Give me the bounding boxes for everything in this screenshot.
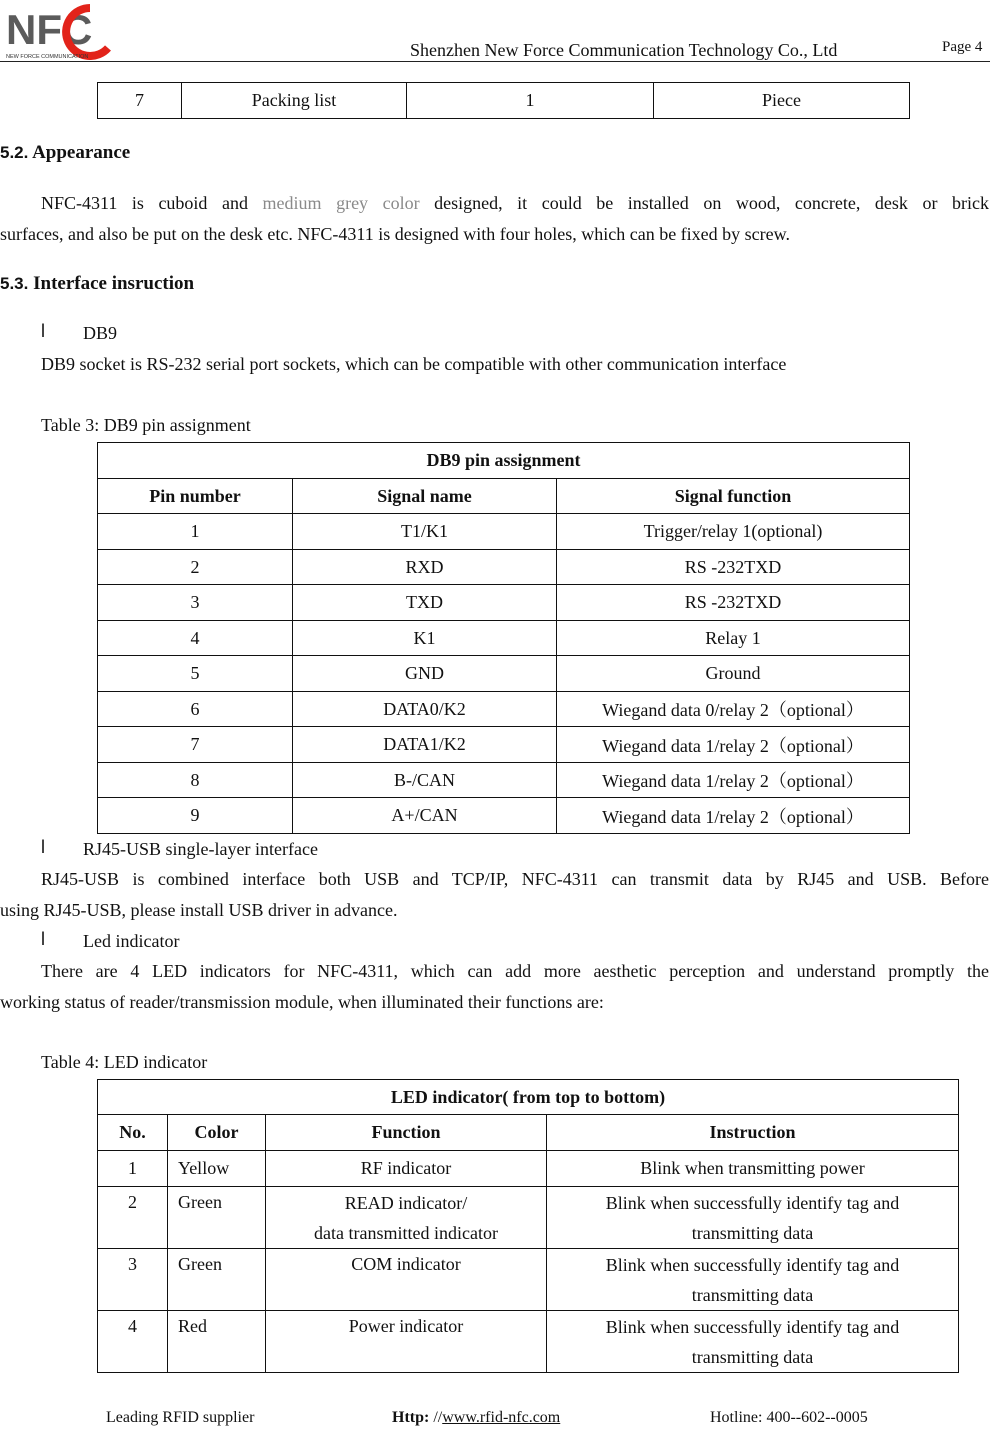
cell-signal: B-/CAN: [293, 763, 557, 798]
cell-signal: DATA1/K2: [293, 727, 557, 763]
table-title: LED indicator( from top to bottom): [98, 1080, 959, 1115]
cell-instruction: [547, 1311, 959, 1373]
cell-signal: T1/K1: [293, 514, 557, 550]
cell-pin: 3: [98, 585, 293, 621]
table-row: [98, 550, 910, 585]
logo-subtext: NEW FORCE COMMUNICATION: [6, 54, 89, 60]
column-header: Pin number: [98, 479, 293, 514]
cell-no: 1: [98, 1151, 168, 1187]
cell-pin: 7: [98, 727, 293, 763]
cell-color: Green: [168, 1187, 266, 1249]
appearance-paragraph-line1: [41, 188, 989, 219]
cell-function: COM indicator: [266, 1249, 547, 1311]
db9-description: DB9 socket is RS-232 serial port sockets, which can be compatible with other communication interface: [41, 354, 787, 374]
column-header: No.: [98, 1115, 168, 1151]
cell-function: Trigger/relay 1(optional): [557, 514, 910, 550]
cell-function: [266, 1187, 547, 1249]
text-span: NFC-4311 is cuboid and: [41, 193, 263, 213]
section-number: 5.3.: [0, 274, 29, 293]
header-divider: [0, 61, 990, 62]
cell-signal: K1: [293, 621, 557, 656]
cell-no: 3: [98, 1249, 168, 1311]
cell-item: Packing list: [182, 83, 407, 119]
header-company-name: Shenzhen New Force Communication Technology Co., Ltd: [410, 40, 838, 60]
table-header-row: [98, 1115, 959, 1151]
http-label: Http:: [392, 1409, 430, 1426]
cell-line: Blink when successfully identify tag and: [605, 1316, 900, 1337]
table-row: [98, 1311, 959, 1373]
table-title-row: [98, 443, 910, 479]
column-header: Instruction: [547, 1115, 959, 1151]
column-header: Color: [168, 1115, 266, 1151]
section-5-2-heading: [0, 142, 130, 164]
table-row: [98, 1187, 959, 1249]
page-number: Page 4: [942, 39, 983, 55]
cell-signal: RXD: [293, 550, 557, 585]
cell-pin: 9: [98, 798, 293, 834]
column-header: Function: [266, 1115, 547, 1151]
cell-signal: DATA0/K2: [293, 692, 557, 727]
cell-line: transmitting data: [691, 1284, 814, 1305]
cell-function: Wiegand data 1/relay 2（optional）: [557, 763, 910, 798]
cell-pin: 4: [98, 621, 293, 656]
cell-no: 7: [98, 83, 182, 119]
text-span: designed, it could be installed on wood, concrete, desk or brick: [419, 193, 989, 213]
cell-function: Wiegand data 1/relay 2（optional）: [557, 727, 910, 763]
rj45-title: RJ45-USB single-layer interface: [83, 839, 318, 859]
cell-color: Green: [168, 1249, 266, 1311]
section-title: Appearance: [32, 142, 131, 163]
bullet-icon: l: [41, 929, 45, 949]
cell-function: RS -232TXD: [557, 550, 910, 585]
cell-function: Wiegand data 1/relay 2（optional）: [557, 798, 910, 834]
cell-function: RF indicator: [266, 1151, 547, 1187]
table3-caption: Table 3: DB9 pin assignment: [41, 415, 251, 435]
cell-line: Blink when successfully identify tag and: [605, 1254, 900, 1275]
table-title-row: [98, 1080, 959, 1115]
column-header: Signal function: [557, 479, 910, 514]
led-indicator-table: [97, 1079, 959, 1373]
footer-hotline: Hotline: 400--602--0005: [710, 1409, 868, 1426]
cell-instruction: Blink when transmitting power: [547, 1151, 959, 1187]
cell-line: READ indicator/: [344, 1192, 468, 1213]
cell-pin: 8: [98, 763, 293, 798]
cell-function: Power indicator: [266, 1311, 547, 1373]
packing-list-table: [97, 82, 910, 119]
section-5-3-heading: [0, 273, 194, 295]
company-logo: [4, 2, 114, 60]
footer-tagline: Leading RFID supplier: [106, 1409, 255, 1426]
cell-function: Ground: [557, 656, 910, 692]
http-prefix: //: [429, 1409, 443, 1426]
cell-signal: GND: [293, 656, 557, 692]
cell-pin: 6: [98, 692, 293, 727]
footer-website: [392, 1409, 560, 1427]
table-row: [98, 621, 910, 656]
table-row: [98, 514, 910, 550]
cell-color: Red: [168, 1311, 266, 1373]
cell-pin: 5: [98, 656, 293, 692]
cell-line: transmitting data: [691, 1222, 814, 1243]
table-title: DB9 pin assignment: [98, 443, 910, 479]
grey-color-text: medium grey color: [262, 193, 420, 213]
logo-letters: NFC: [6, 6, 93, 53]
table-row: [98, 1249, 959, 1311]
led-paragraph-line2: working status of reader/transmission module, when illuminated their functions are:: [0, 992, 604, 1012]
table-row: [98, 727, 910, 763]
table-row: [98, 585, 910, 621]
column-header: Signal name: [293, 479, 557, 514]
table4-caption: Table 4: LED indicator: [41, 1052, 208, 1072]
led-paragraph-line1: There are 4 LED indicators for NFC-4311, which can add more aesthetic perception and understand promptly the: [41, 961, 989, 981]
led-title: Led indicator: [83, 931, 180, 951]
cell-no: 2: [98, 1187, 168, 1249]
table-row: [98, 798, 910, 834]
db9-title: DB9: [83, 323, 118, 343]
cell-line: data transmitted indicator: [314, 1222, 498, 1243]
table-row: [98, 763, 910, 798]
cell-signal: A+/CAN: [293, 798, 557, 834]
bullet-icon: l: [41, 321, 45, 341]
cell-pin: 2: [98, 550, 293, 585]
db9-pin-table: [97, 442, 910, 834]
appearance-paragraph-line2: surfaces, and also be put on the desk etc. NFC-4311 is designed with four holes, which can be fixed by screw.: [0, 224, 790, 244]
section-title: Interface insruction: [33, 273, 195, 294]
cell-line: Blink when successfully identify tag and: [605, 1192, 900, 1213]
rj45-paragraph-line2: using RJ45-USB, please install USB driver in advance.: [0, 900, 398, 920]
cell-function: Relay 1: [557, 621, 910, 656]
cell-pin: 1: [98, 514, 293, 550]
table-row: [98, 83, 910, 119]
cell-color: Yellow: [168, 1151, 266, 1187]
table-row: [98, 1151, 959, 1187]
cell-instruction: [547, 1249, 959, 1311]
cell-no: 4: [98, 1311, 168, 1373]
cell-signal: TXD: [293, 585, 557, 621]
table-header-row: [98, 479, 910, 514]
cell-instruction: [547, 1187, 959, 1249]
cell-function: Wiegand data 0/relay 2（optional）: [557, 692, 910, 727]
table-row: [98, 692, 910, 727]
cell-qty: 1: [407, 83, 654, 119]
website-link[interactable]: www.rfid-nfc.com: [442, 1409, 561, 1426]
table-row: [98, 656, 910, 692]
cell-unit: Piece: [654, 83, 910, 119]
cell-line: transmitting data: [691, 1346, 814, 1367]
section-number: 5.2.: [0, 143, 29, 162]
rj45-paragraph-line1: RJ45-USB is combined interface both USB and TCP/IP, NFC-4311 can transmit data by RJ45 and USB. Before: [41, 869, 989, 889]
cell-function: RS -232TXD: [557, 585, 910, 621]
bullet-icon: l: [41, 837, 45, 857]
